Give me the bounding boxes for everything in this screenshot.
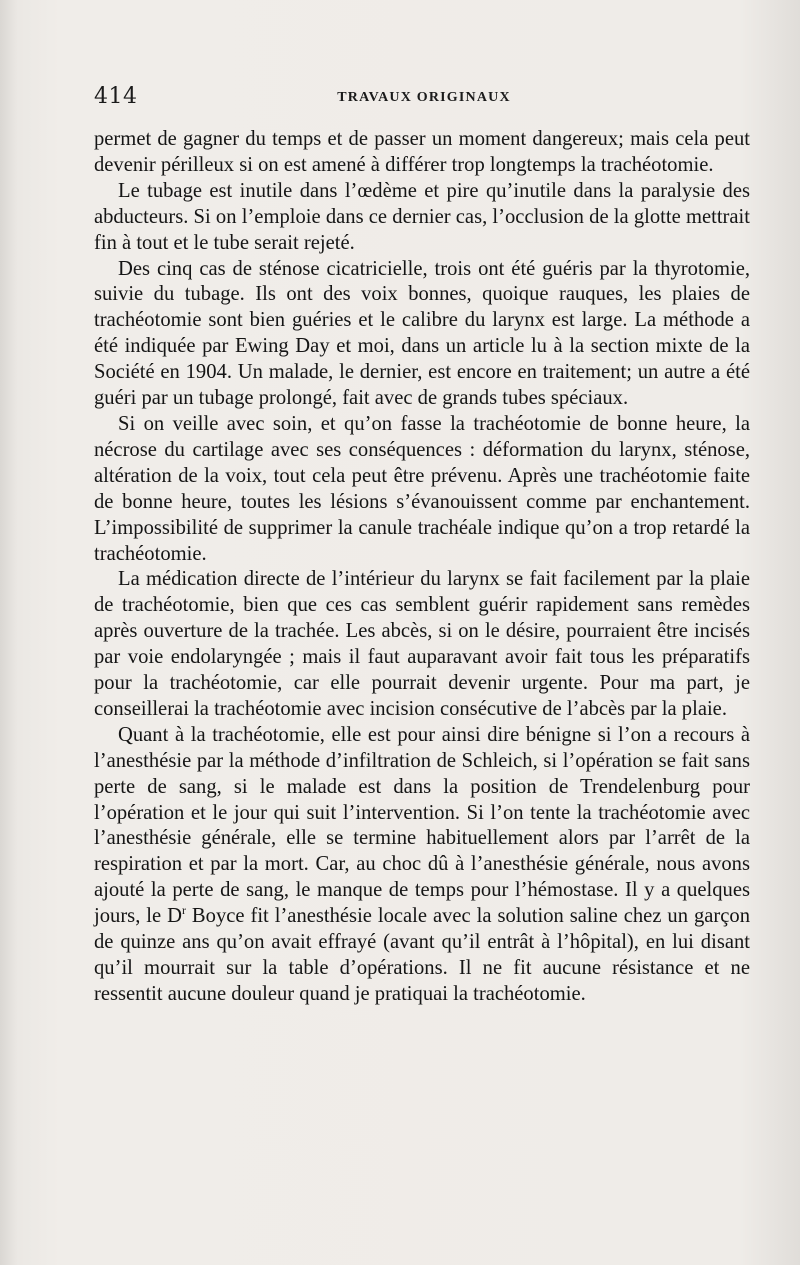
paragraph-text-part: Quant à la trachéotomie, elle est pour ainsi dire bénigne si l’on a recours à l’anesthésie par la méthode d’infiltration de Schleich, si l’opération se fait sans perte de sang, si le malade est dans la position de Trendelenburg pour l’opération et le jour qui suit l’intervention. Si l’on tente la trachéotomie avec l’anesthésie générale, elle se termine habituellement alors par l’arrêt de la respiration et par la mort. Car, au choc dû à l’anesthésie générale, nous avons ajouté la perte de sang, le manque de temps pour l’hémostase. Il y a quelques jours, le D (94, 723, 750, 928)
paragraph: Le tubage est inutile dans l’œdème et pire qu’inutile dans la paralysie des abducteurs. Si on l’emploie dans ce dernier cas, l’occlusion de la glotte mettrait fin à tout et le tube serait rejeté. (94, 179, 750, 254)
paragraph-continued: permet de gagner du temps et de passer un moment dangereux; mais cela peut devenir périlleux si on est amené à différer trop longtemps la trachéotomie. (94, 128, 750, 176)
page-number: 414 (94, 84, 138, 109)
paragraph-text-part: Boyce fit l’anesthésie locale avec la solution saline chez un garçon de quinze ans qu’on avait effrayé (avant qu’il entrât à l’hôpital), en lui disant qu’il mourrait sur la table d’opérations. Il ne fit aucune résistance et ne ressentit aucune douleur quand je pratiquai la trachéotomie. (94, 905, 750, 1005)
paragraph: La médication directe de l’intérieur du larynx se fait facilement par la plaie de trachéotomie, bien que ces cas semblent guérir rapidement sans remèdes après ouverture de la trachée. Les abcès, si on le désire, pourraient être incisés par voie endolaryngée ; mais il faut auparavant avoir fait tous les préparatifs pour la trachéotomie, car elle pourrait devenir urgente. Pour ma part, je conseillerai la trachéotomie avec incision consécutive de l’abcès par la plaie. (94, 568, 750, 720)
body-text (94, 127, 750, 1008)
superscript: r (181, 903, 186, 918)
paragraph-last (94, 723, 750, 1008)
running-title: TRAVAUX ORIGINAUX (337, 90, 511, 105)
paragraph: Si on veille avec soin, et qu’on fasse la trachéotomie de bonne heure, la nécrose du cartilage avec ses conséquences : déformation du larynx, sténose, altération de la voix, tout cela peut être prévenu. Après une trachéotomie faite de bonne heure, toutes les lésions s’évanouissent comme par enchantement. L’impossibilité de supprimer la canule trachéale indique qu’on a trop retardé la trachéotomie. (94, 412, 750, 565)
page-header (94, 84, 754, 114)
paragraph: Des cinq cas de sténose cicatricielle, trois ont été guéris par la thyrotomie, suivie du tubage. Ils ont des voix bonnes, quoique rauques, les plaies de trachéotomie sont bien guéries et le calibre du larynx est large. La méthode a été indiquée par Ewing Day et moi, dans un article lu à la section mixte de la Société en 1904. Un malade, le dernier, est encore en traitement; un autre a été guéri par un tubage prolongé, fait avec de grands tubes spéciaux. (94, 257, 750, 410)
